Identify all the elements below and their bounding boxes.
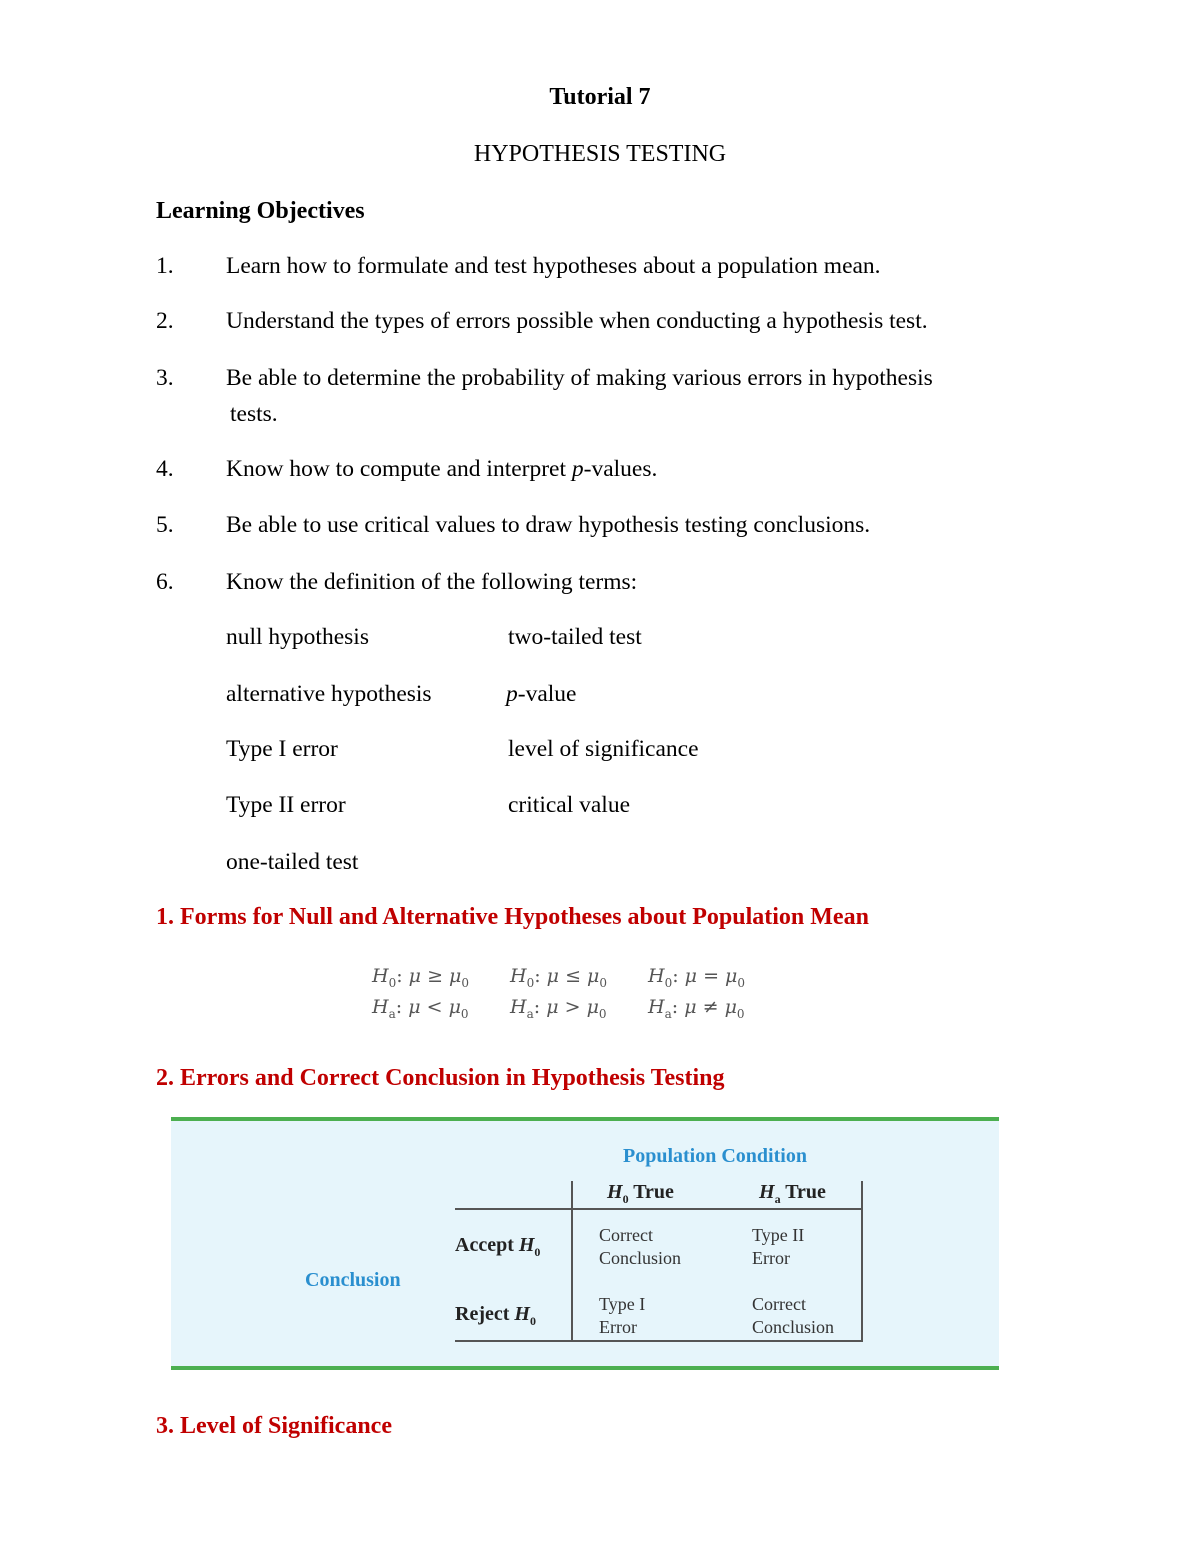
column-ha-true: $H_a$ True <box>759 1181 826 1206</box>
row-reject-h0: Reject $H_0$ <box>455 1303 536 1328</box>
column-h0-true: $H_0$ True <box>607 1181 674 1206</box>
table-rule <box>455 1208 863 1210</box>
objective-text: Be able to use critical values to draw hypothesis testing conclusions. <box>226 512 871 538</box>
page-title: Tutorial 7 <box>549 84 651 110</box>
section-heading: 1. Forms for Null and Alternative Hypotheses about Population Mean <box>156 904 869 930</box>
population-condition-label: Population Condition <box>623 1145 807 1167</box>
term: p-value <box>506 681 577 707</box>
table-rule <box>571 1181 573 1341</box>
form-ha: $H_a$: $\mu < \mu_0$ <box>372 996 469 1021</box>
objective-text: Know the definition of the following terms: <box>226 569 638 595</box>
objective-text: Understand the types of errors possible when conducting a hypothesis test. <box>226 308 928 334</box>
form-ha: $H_a$: $\mu > \mu_0$ <box>510 996 607 1021</box>
page-subtitle: HYPOTHESIS TESTING <box>473 141 727 167</box>
term: null hypothesis <box>226 624 369 650</box>
term: Type I error <box>226 736 338 762</box>
cell-correct-conclusion: Correct Conclusion <box>599 1225 682 1268</box>
form-h0: $H_0$: $\mu = \mu_0$ <box>648 965 746 990</box>
objective-text-continued: tests. <box>230 401 278 427</box>
term: alternative hypothesis <box>226 681 432 707</box>
conclusion-label: Conclusion <box>305 1269 401 1291</box>
cell-type-i-error: Type I Error <box>599 1294 646 1337</box>
term: Type II error <box>226 792 346 818</box>
term: critical value <box>508 792 630 818</box>
row-accept-h0: Accept $H_0$ <box>455 1234 541 1259</box>
objective-number: 6. <box>156 569 174 595</box>
objective-text: Learn how to formulate and test hypotheses about a population mean. <box>226 253 881 279</box>
objectives-heading: Learning Objectives <box>156 198 365 224</box>
form-ha: $H_a$: $\mu \ne \mu_0$ <box>648 996 745 1021</box>
cell-correct-conclusion: Correct Conclusion <box>752 1294 835 1337</box>
term: two-tailed test <box>508 624 642 650</box>
objective-number: 3. <box>156 365 174 391</box>
section-heading: 2. Errors and Correct Conclusion in Hypothesis Testing <box>156 1065 725 1091</box>
objective-number: 5. <box>156 512 174 538</box>
cell-type-ii-error: Type II Error <box>752 1225 805 1268</box>
table-rule <box>455 1340 863 1342</box>
error-table <box>171 1117 999 1370</box>
hypothesis-forms <box>372 965 772 1025</box>
table-rule <box>861 1181 863 1341</box>
objective-text: Know how to compute and interpret p-values. <box>226 456 658 482</box>
form-h0: $H_0$: $\mu \ge \mu_0$ <box>372 965 470 990</box>
term: one-tailed test <box>226 849 359 875</box>
objective-number: 1. <box>156 253 174 279</box>
objective-text: Be able to determine the probability of making various errors in hypothesis <box>226 365 933 391</box>
form-h0: $H_0$: $\mu \le \mu_0$ <box>510 965 608 990</box>
section-heading: 3. Level of Significance <box>156 1413 392 1439</box>
objective-number: 2. <box>156 308 174 334</box>
objective-number: 4. <box>156 456 174 482</box>
term: level of significance <box>508 736 699 762</box>
